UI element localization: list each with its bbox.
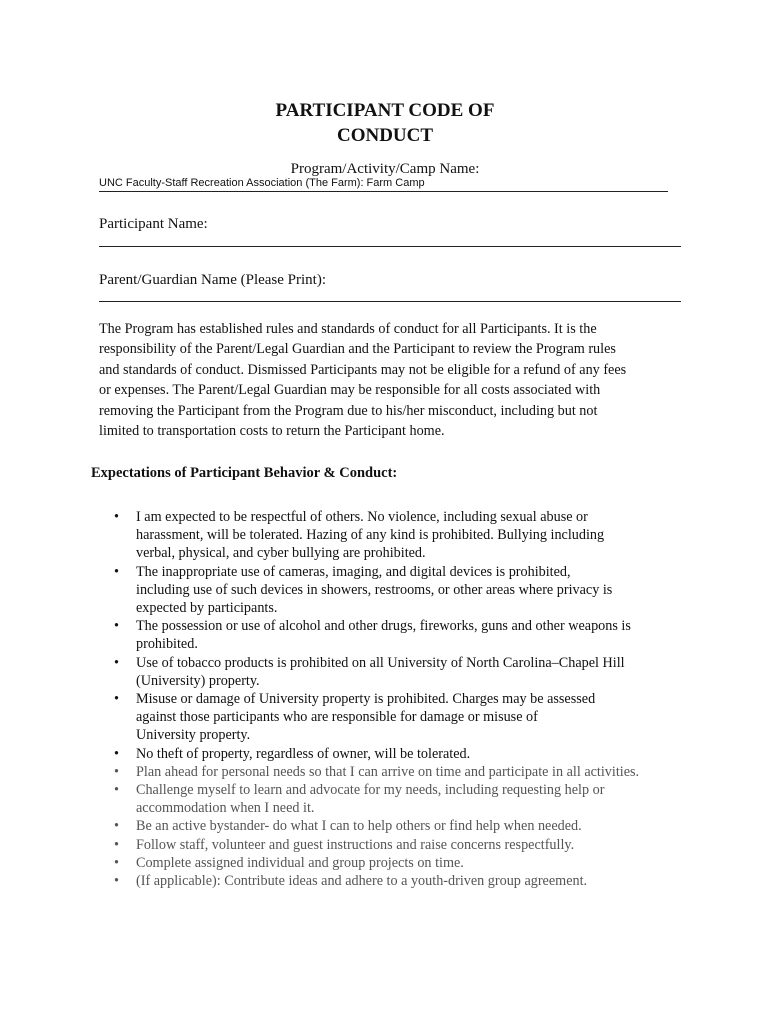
program-underline [99, 191, 668, 192]
intro-paragraph [99, 319, 689, 441]
list-item-line: The possession or use of alcohol and other drugs, fireworks, guns and other weapons is [136, 618, 631, 635]
document-title [0, 98, 770, 148]
bullet-icon: • [114, 836, 119, 853]
list-item-line: Follow staff, volunteer and guest instructions and raise concerns respectfully. [136, 836, 575, 853]
list-item-line: including use of such devices in showers, restrooms, or other areas where privacy is [136, 581, 613, 598]
bullet-icon: • [114, 854, 119, 871]
bullet-icon: • [114, 763, 119, 780]
list-item-line: harassment, will be tolerated. Hazing of any kind is prohibited. Bullying including [136, 527, 605, 544]
bullet-icon: • [114, 818, 119, 835]
intro-line: and standards of conduct. Dismissed Participants may not be eligible for a refund of any fees [99, 361, 627, 378]
bullet-icon: • [114, 782, 119, 799]
program-value: UNC Faculty-Staff Recreation Association (The Farm): Farm Camp [99, 177, 425, 189]
list-item-line: I am expected to be respectful of others. No violence, including sexual abuse or [136, 509, 588, 525]
list-item [114, 617, 694, 653]
list-item [114, 854, 694, 872]
bullet-icon: • [114, 563, 119, 580]
intro-line: or expenses. The Parent/Legal Guardian may be responsible for all costs associated with [99, 382, 601, 399]
list-item-line: The inappropriate use of cameras, imaging, and digital devices is prohibited, [136, 563, 571, 580]
list-item-line: University property. [136, 727, 251, 744]
bullet-icon: • [114, 745, 119, 762]
expectations-heading: Expectations of Participant Behavior & Conduct: [91, 465, 398, 481]
intro-line: removing the Participant from the Program due to his/her misconduct, including but not [99, 402, 598, 419]
program-label: Program/Activity/Camp Name: [290, 161, 480, 177]
intro-line: limited to transportation costs to return the Participant home. [99, 423, 445, 440]
list-item-line: No theft of property, regardless of owner, will be tolerated. [136, 745, 471, 762]
list-item-line: Challenge myself to learn and advocate for my needs, including requesting help or [136, 782, 605, 799]
list-item [114, 872, 694, 890]
bullet-icon: • [114, 509, 119, 525]
bullet-icon: • [114, 691, 119, 708]
list-item-line: prohibited. [136, 636, 198, 653]
bullet-icon: • [114, 618, 119, 635]
list-item [114, 690, 694, 745]
intro-line: responsibility of the Parent/Legal Guardian and the Participant to review the Program rules [99, 341, 616, 358]
list-item [114, 508, 694, 563]
list-item [114, 745, 694, 763]
list-item-line: against those participants who are responsible for damage or misuse of [136, 709, 538, 726]
list-item [114, 654, 694, 690]
participant-label: Participant Name: [99, 216, 208, 232]
list-item [114, 836, 694, 854]
guardian-underline [99, 301, 681, 302]
list-item-line: (University) property. [136, 672, 260, 689]
list-item [114, 763, 694, 781]
list-item [114, 817, 694, 835]
list-item-line: Plan ahead for personal needs so that I can arrive on time and participate in all activities. [136, 763, 640, 780]
expectations-list [114, 508, 694, 890]
list-item-line: accommodation when I need it. [136, 800, 315, 817]
list-item-line: Misuse or damage of University property is prohibited. Charges may be assessed [136, 691, 596, 708]
list-item [114, 781, 694, 817]
intro-line: The Program has established rules and standards of conduct for all Participants. It is the [99, 321, 597, 337]
bullet-icon: • [114, 654, 119, 671]
list-item-line: Be an active bystander- do what I can to help others or find help when needed. [136, 818, 582, 835]
list-item [114, 563, 694, 618]
participant-underline [99, 246, 681, 247]
list-item-line: Use of tobacco products is prohibited on all University of North Carolina–Chapel Hill [136, 654, 625, 671]
list-item-line: verbal, physical, and cyber bullying are prohibited. [136, 545, 426, 562]
title-line-2: CONDUCT [336, 125, 434, 146]
guardian-label: Parent/Guardian Name (Please Print): [99, 272, 327, 288]
list-item-line: Complete assigned individual and group projects on time. [136, 854, 464, 871]
bullet-icon: • [114, 873, 119, 890]
list-item-line: (If applicable): Contribute ideas and adhere to a youth-driven group agreement. [136, 873, 588, 890]
list-item-line: expected by participants. [136, 600, 278, 617]
title-line-1: PARTICIPANT CODE OF [275, 100, 495, 121]
